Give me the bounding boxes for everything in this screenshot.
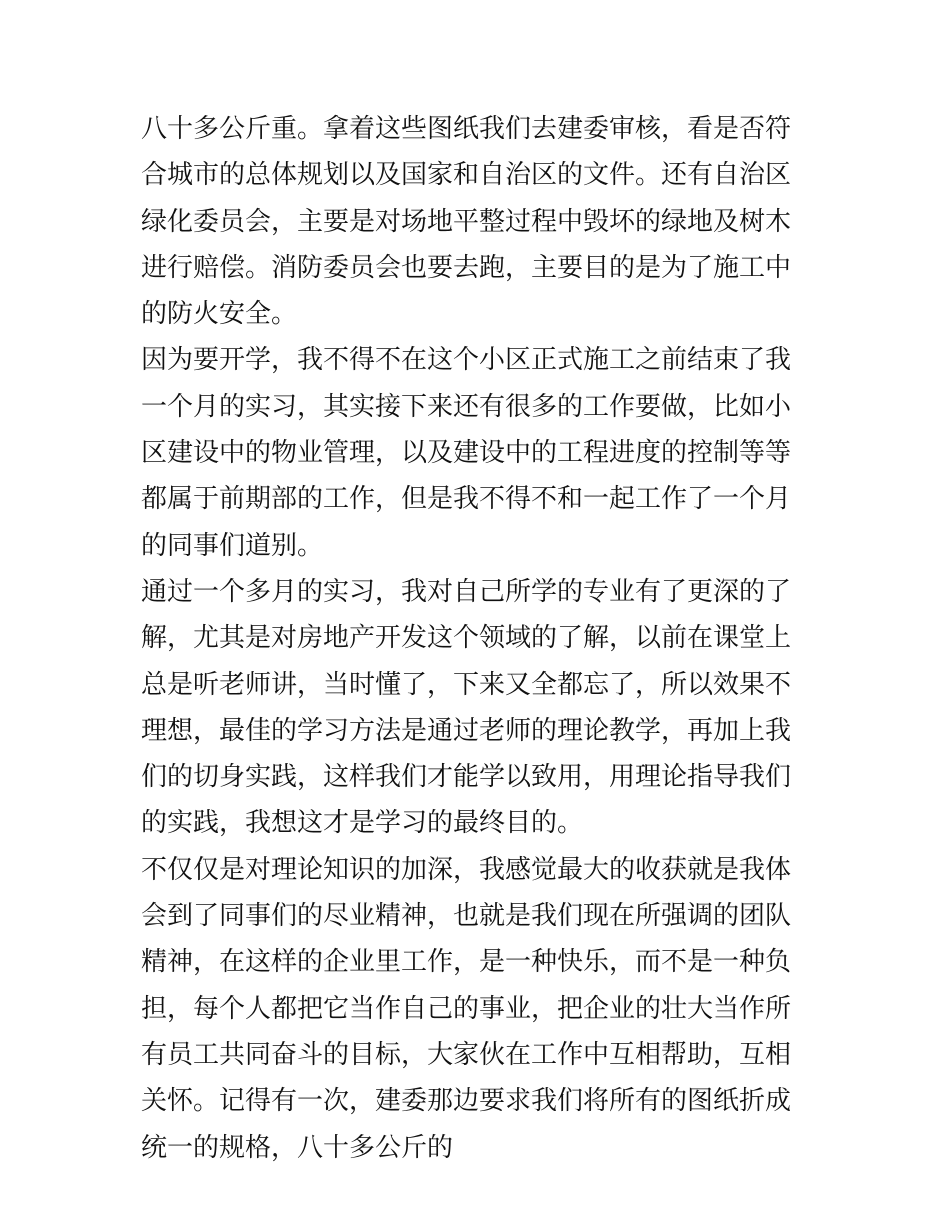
paragraph-3: 通过一个多月的实习，我对自己所学的专业有了更深的了解，尤其是对房地产开发这个领域的了解，以前在课堂上总是听老师讲，当时懂了，下来又全都忘了，所以效果不理想，最佳的学习方法是通过老师的理论教学，再加上我们的切身实践，这样我们才能学以致用，用理论指导我们的实践，我想这才是学习的最终目的。 [141,576,792,839]
paragraph-4: 不仅仅是对理论知识的加深，我感觉最大的收获就是我体会到了同事们的尽业精神，也就是我们现在所强调的团队精神，在这样的企业里工作，是一种快乐，而不是一种负担，每个人都把它当作自己的事业，把企业的壮大当作所有员工共同奋斗的目标，大家伙在工作中互相帮助，互相关怀。记得有一次，建委那边要求我们将所有的图纸折成统一的规格，八十多公斤的 [141,854,792,1163]
document-body [141,106,813,1171]
paragraph-1: 八十多公斤重。拿着这些图纸我们去建委审核，看是否符合城市的总体规划以及国家和自治区的文件。还有自治区绿化委员会，主要是对场地平整过程中毁坏的绿地及树木进行赔偿。消防委员会也要去跑，主要目的是为了施工中的防火安全。 [141,114,792,330]
paragraph-2: 因为要开学，我不得不在这个小区正式施工之前结束了我一个月的实习，其实接下来还有很多的工作要做，比如小区建设中的物业管理，以及建设中的工程进度的控制等等都属于前期部的工作，但是我不得不和一起工作了一个月的同事们道别。 [141,345,792,561]
